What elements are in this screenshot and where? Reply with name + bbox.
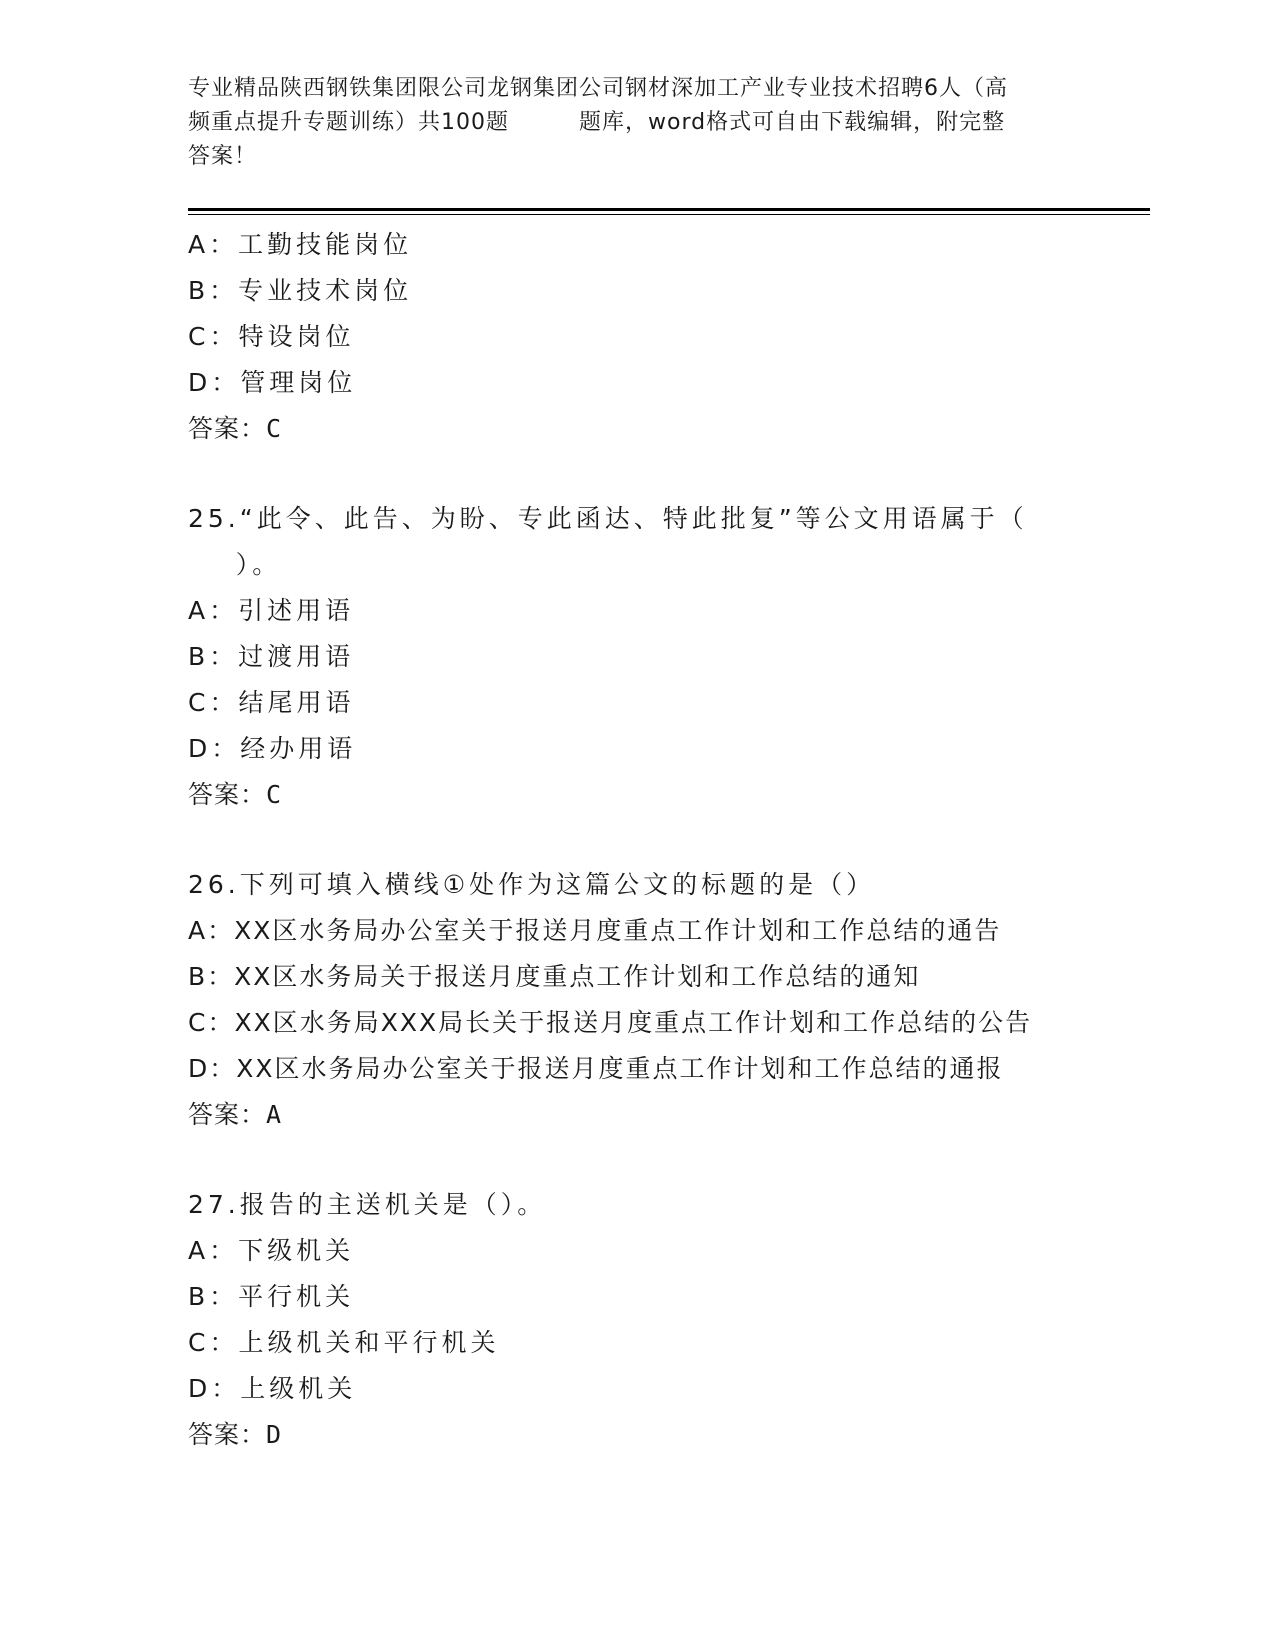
option-b: B：XX区水务局关于报送月度重点工作计划和工作总结的通知 (188, 962, 921, 991)
document-header (188, 72, 1088, 174)
option-d: D：上级机关 (188, 1374, 357, 1403)
option-c: C：XX区水务局XXX局长关于报送月度重点工作计划和工作总结的公告 (188, 1008, 1033, 1037)
question-block-25 (188, 496, 1138, 818)
option-b: B：专业技术岗位 (188, 276, 413, 305)
option-a: A：引述用语 (188, 596, 355, 625)
header-divider (188, 208, 1150, 215)
answer-value: A (266, 1100, 282, 1129)
header-line-2 (188, 106, 1088, 140)
option-d: D：XX区水务局办公室关于报送月度重点工作计划和工作总结的通报 (188, 1054, 1004, 1083)
header-line-3: 答案！ (188, 144, 258, 169)
answer-value: C (266, 780, 282, 809)
option-c: C：结尾用语 (188, 688, 355, 717)
option-c: C：特设岗位 (188, 322, 355, 351)
header-line-2a: 频重点提升专题训练）共100题 (188, 110, 509, 135)
question-block-27 (188, 1182, 1138, 1458)
question-block-24 (188, 222, 1138, 452)
option-d: D：经办用语 (188, 734, 357, 763)
answer-line (188, 406, 1138, 452)
question-text: 25.“此令、此告、为盼、专此函达、特此批复”等公文用语属于（ (188, 504, 1028, 533)
answer-line (188, 1412, 1138, 1458)
header-line-1: 专业精品陕西钢铁集团限公司龙钢集团公司钢材深加工产业专业技术招聘6人（高 (188, 76, 1008, 101)
answer-line (188, 772, 1138, 818)
answer-label: 答案： (188, 1420, 267, 1449)
question-text-cont: ）。 (188, 550, 282, 579)
option-d: D：管理岗位 (188, 368, 357, 397)
question-text: 26.下列可填入横线①处作为这篇公文的标题的是（） (188, 870, 876, 899)
answer-label: 答案： (188, 1100, 267, 1129)
question-text: 27.报告的主送机关是（）。 (188, 1190, 547, 1219)
answer-label: 答案： (188, 780, 267, 809)
question-block-26 (188, 862, 1138, 1138)
option-a: A：工勤技能岗位 (188, 230, 413, 259)
option-b: B：平行机关 (188, 1282, 355, 1311)
option-a: A：XX区水务局办公室关于报送月度重点工作计划和工作总结的通告 (188, 916, 1002, 945)
header-line-2b: 题库，word格式可自由下载编辑，附完整 (579, 110, 1006, 135)
answer-value: C (266, 414, 282, 443)
option-b: B：过渡用语 (188, 642, 355, 671)
question-list (188, 222, 1138, 1458)
option-c: C：上级机关和平行机关 (188, 1328, 500, 1357)
option-a: A：下级机关 (188, 1236, 355, 1265)
answer-label: 答案： (188, 414, 267, 443)
answer-line (188, 1092, 1138, 1138)
answer-value: D (266, 1420, 282, 1449)
